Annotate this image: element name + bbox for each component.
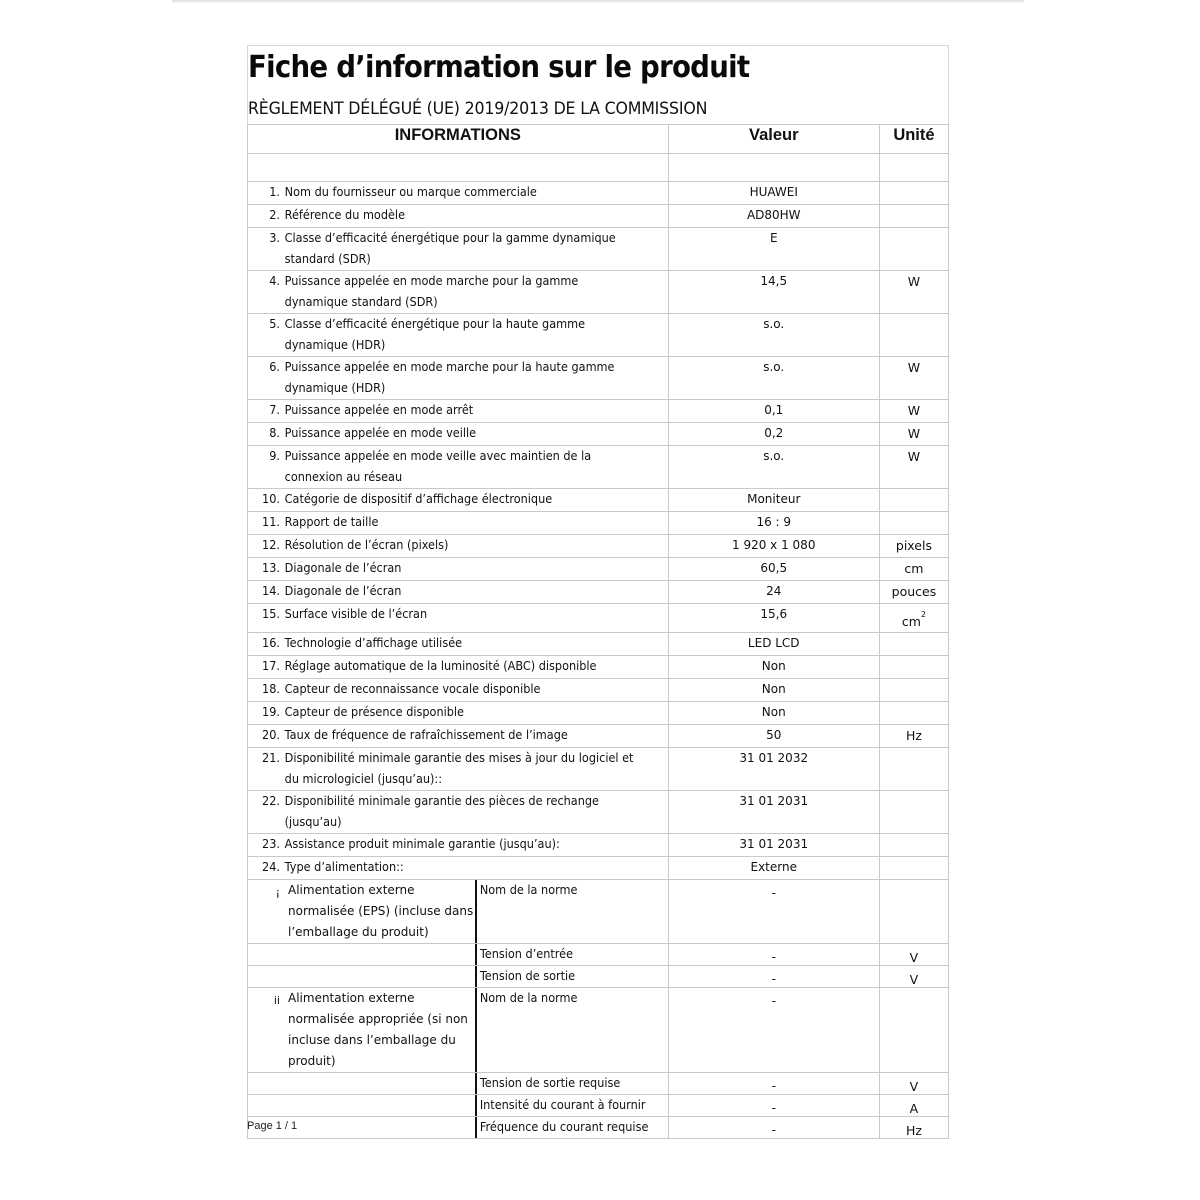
row-number: 10. [262,492,280,506]
info-cell [248,702,669,725]
table-row [248,423,949,446]
row-number: 3. [269,231,280,245]
parameter-label: Nom de la norme [479,991,578,1005]
info-cell [248,834,669,857]
info-cell [248,314,669,357]
value-cell: 31 01 2031 [668,791,879,834]
table-row [248,581,949,604]
table-row [248,725,949,748]
info-cell [248,679,669,702]
row-number: 4. [269,274,280,288]
header-box [247,45,949,124]
info-cell [248,400,669,423]
info-cell [248,489,669,512]
value-cell: 24 [668,581,879,604]
unit-cell: cm [879,558,948,581]
value-cell: 15,6 [668,604,879,633]
unit-cell [879,512,948,535]
info-cell [248,725,669,748]
row-label: Diagonale de l’écran [284,584,402,598]
value-cell: 14,5 [668,271,879,314]
unit-cell [879,834,948,857]
unit-cell: Hz [879,725,948,748]
table-row [248,748,949,791]
table-row [248,558,949,581]
unit-cell: pouces [879,581,948,604]
table-header-row [248,125,949,154]
row-label: Technologie d’affichage utilisée [284,636,463,650]
row-number: 2. [269,208,280,222]
row-label: Résolution de l’écran (pixels) [284,538,449,552]
value-cell: s.o. [668,357,879,400]
power-supply-info-cell [248,988,669,1073]
row-label: Puissance appelée en mode marche pour la gamme dynamique standard (SDR) [284,274,579,309]
table-row [248,834,949,857]
power-supply-info-cell [248,1073,669,1095]
value-cell: s.o. [668,446,879,489]
unit-cell [879,857,948,880]
info-cell [248,205,669,228]
product-info-table [247,124,949,1139]
row-label: Réglage automatique de la luminosité (ABC) disponible [284,659,597,673]
table-row [248,228,949,271]
parameter-label: Tension d’entrée [479,947,574,961]
info-cell [248,271,669,314]
regulation-subtitle: RÈGLEMENT DÉLÉGUÉ (UE) 2019/2013 DE LA COMMISSION [248,99,708,119]
unit-cell: W [879,446,948,489]
value-cell: HUAWEI [668,182,879,205]
value-cell: - [668,880,879,944]
power-supply-info-cell [248,1117,669,1139]
unit-superscript: 2 [920,610,927,619]
unit-cell: V [879,1073,948,1095]
info-cell [248,558,669,581]
row-number: 12. [262,538,280,552]
value-cell: LED LCD [668,633,879,656]
table-row [248,656,949,679]
row-label: Puissance appelée en mode veille avec maintien de la connexion au réseau [284,449,592,484]
value-cell: 0,1 [668,400,879,423]
row-label: Disponibilité minimale garantie des mises à jour du logiciel et du micrologiciel (jusqu’au):: [284,751,634,786]
unit-cell [879,988,948,1073]
info-cell [248,633,669,656]
value-cell: 1 920 x 1 080 [668,535,879,558]
table-row [248,604,949,633]
info-cell [248,748,669,791]
row-number: 23. [262,837,280,851]
row-label: Puissance appelée en mode marche pour la haute gamme dynamique (HDR) [284,360,615,395]
value-cell: Externe [668,857,879,880]
header-informations: INFORMATIONS [248,125,669,154]
row-number: 6. [269,360,280,374]
info-cell [248,182,669,205]
page-top-edge [172,0,1024,3]
parameter-label: Tension de sortie requise [479,1076,621,1090]
info-cell [248,857,669,880]
info-cell [248,512,669,535]
row-number: 22. [262,794,280,808]
power-supply-info-cell [248,1095,669,1117]
unit-cell: $cm^2$ [879,604,948,633]
power-supply-info-cell [248,880,669,944]
value-cell: 31 01 2031 [668,834,879,857]
value-cell: s.o. [668,314,879,357]
power-supply-info-cell [248,966,669,988]
table-row [248,633,949,656]
info-cell [248,423,669,446]
section-label: Alimentation externe normalisée (EPS) (incluse dans l’emballage du produit) [288,883,474,939]
row-number: 17. [262,659,280,673]
info-cell [248,228,669,271]
table-row [248,446,949,489]
unit-cell: Hz [879,1117,948,1139]
row-label: Rapport de taille [284,515,379,529]
row-number: 24. [262,860,280,874]
row-label: Capteur de présence disponible [284,705,464,719]
unit-cell [879,880,948,944]
table-row [248,357,949,400]
row-number: 21. [262,751,280,765]
power-supply-row [248,944,949,966]
unit-cell: W [879,357,948,400]
value-cell: - [668,1117,879,1139]
row-label: Nom du fournisseur ou marque commerciale [284,185,537,199]
table-row [248,702,949,725]
row-label: Assistance produit minimale garantie (jusqu’au): [284,837,560,851]
row-label: Classe d’efficacité énergétique pour la gamme dynamique standard (SDR) [284,231,616,266]
section-marker: ii [273,994,280,1007]
power-supply-row [248,966,949,988]
row-label: Surface visible de l’écran [284,607,428,621]
value-cell: 50 [668,725,879,748]
power-supply-row [248,988,949,1073]
section-label: Alimentation externe normalisée appropriée (si non incluse dans l’emballage du produit) [288,991,468,1068]
value-cell: 60,5 [668,558,879,581]
info-cell [248,791,669,834]
table-row [248,205,949,228]
value-cell: - [668,966,879,988]
row-label: Référence du modèle [284,208,406,222]
row-label: Puissance appelée en mode veille [284,426,477,440]
power-supply-row [248,1095,949,1117]
unit-cell [879,182,948,205]
table-row [248,512,949,535]
unit-cell [879,748,948,791]
row-number: 14. [262,584,280,598]
parameter-label: Tension de sortie [479,969,576,983]
row-number: 5. [269,317,280,331]
header-unite: Unité [879,125,948,154]
table-row [248,489,949,512]
row-label: Type d’alimentation:: [284,860,404,874]
table-row [248,791,949,834]
row-label: Classe d’efficacité énergétique pour la haute gamme dynamique (HDR) [284,317,586,352]
value-cell: - [668,988,879,1073]
parameter-label: Nom de la norme [479,883,578,897]
value-cell: Non [668,702,879,725]
unit-cell [879,791,948,834]
row-label: Puissance appelée en mode arrêt [284,403,474,417]
unit-cell: V [879,966,948,988]
table-row [248,182,949,205]
value-cell: - [668,1073,879,1095]
unit-cell: W [879,400,948,423]
value-cell: Non [668,679,879,702]
unit-cell: W [879,423,948,446]
row-number: 13. [262,561,280,575]
unit-cell [879,489,948,512]
row-number: 1. [269,185,280,199]
page-number: Page 1 / 1 [247,1120,298,1132]
value-cell: 31 01 2032 [668,748,879,791]
power-supply-row [248,880,949,944]
table-row [248,535,949,558]
power-supply-row [248,1073,949,1095]
row-number: 11. [262,515,280,529]
parameter-label: Intensité du courant à fournir [479,1098,646,1112]
page-title: Fiche d’information sur le produit [248,50,750,85]
table-row [248,679,949,702]
value-cell: Moniteur [668,489,879,512]
power-supply-row [248,1117,949,1139]
unit-cell: A [879,1095,948,1117]
row-number: 18. [262,682,280,696]
info-cell [248,535,669,558]
value-cell: 16 : 9 [668,512,879,535]
row-label: Diagonale de l’écran [284,561,402,575]
row-label: Capteur de reconnaissance vocale disponible [284,682,541,696]
unit-cell [879,228,948,271]
row-number: 20. [262,728,280,742]
value-cell: - [668,944,879,966]
section-marker: ¡ [275,886,280,899]
row-number: 9. [269,449,280,463]
table-row [248,271,949,314]
spacer-row [248,154,949,182]
table-row [248,857,949,880]
unit-cell [879,679,948,702]
unit-cell [879,314,948,357]
table-row [248,314,949,357]
unit-cell [879,205,948,228]
info-cell [248,581,669,604]
value-cell: 0,2 [668,423,879,446]
unit-cell [879,633,948,656]
row-label: Catégorie de dispositif d’affichage électronique [284,492,553,506]
unit-cell: W [879,271,948,314]
unit-cell: V [879,944,948,966]
unit-cell: pixels [879,535,948,558]
parameter-label: Fréquence du courant requise [479,1120,649,1134]
row-label: Taux de fréquence de rafraîchissement de l’image [284,728,568,742]
info-cell [248,446,669,489]
row-number: 16. [262,636,280,650]
value-cell: Non [668,656,879,679]
row-number: 8. [269,426,280,440]
row-number: 19. [262,705,280,719]
row-number: 7. [269,403,280,417]
value-cell: AD80HW [668,205,879,228]
row-number: 15. [262,607,280,621]
value-cell: E [668,228,879,271]
info-cell [248,604,669,633]
unit-cell [879,656,948,679]
power-supply-info-cell [248,944,669,966]
unit-cell [879,702,948,725]
table-row [248,400,949,423]
info-cell [248,357,669,400]
row-label: Disponibilité minimale garantie des pièces de rechange (jusqu’au) [284,794,599,829]
info-cell [248,656,669,679]
header-valeur: Valeur [668,125,879,154]
value-cell: - [668,1095,879,1117]
product-information-sheet [247,45,949,1139]
